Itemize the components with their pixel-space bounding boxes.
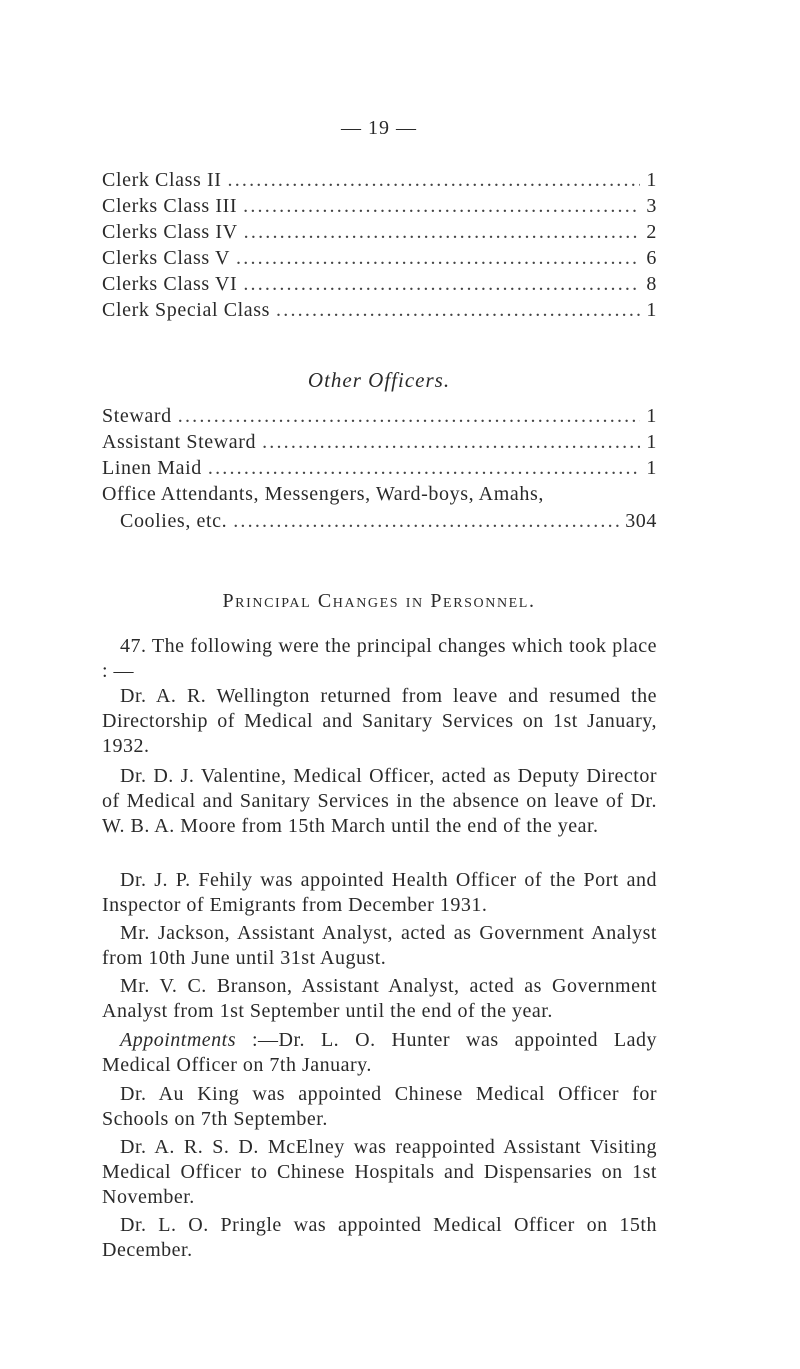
list-item	[102, 271, 657, 297]
appointments-label: Appointments	[120, 1029, 236, 1051]
item-count: 1	[646, 169, 657, 191]
leader-dots	[244, 219, 641, 246]
leader-dots	[178, 403, 641, 430]
list-item	[102, 403, 657, 429]
officers-list	[102, 403, 657, 534]
leader-dots	[228, 167, 641, 194]
item-label: Clerks Class V	[102, 247, 231, 269]
item-count: 1	[646, 405, 657, 427]
item-count: 8	[646, 273, 657, 295]
item-label: Assistant Steward	[102, 431, 257, 453]
leader-dots	[243, 193, 640, 220]
list-item	[102, 193, 657, 219]
other-officers-title: Other Officers.	[307, 368, 451, 392]
paragraph-wellington: Dr. A. R. Wellington returned from leave and resumed the Directorship of Medical and Sanitary Services on 1st January, 1932.	[102, 685, 657, 757]
leader-dots	[243, 271, 640, 298]
paragraph-mcelney: Dr. A. R. S. D. McElney was reappointed Assistant Visiting Medical Officer to Chinese Hospitals and Dispensaries on 1st November.	[102, 1136, 657, 1208]
paragraph-jackson: Mr. Jackson, Assistant Analyst, acted as Government Analyst from 10th June until 31st August.	[102, 922, 657, 969]
item-label: Clerk Special Class	[102, 299, 271, 321]
item-label: Coolies, etc.	[120, 510, 228, 532]
list-item	[102, 297, 657, 323]
page-number: — 19 —	[341, 117, 417, 139]
item-count: 6	[646, 247, 657, 269]
item-label: Steward	[102, 405, 172, 427]
leader-dots	[276, 297, 640, 324]
item-label: Clerks Class IV	[102, 221, 238, 243]
item-label: Clerks Class III	[102, 195, 238, 217]
item-count: 304	[625, 510, 657, 532]
leader-dots	[262, 429, 640, 456]
item-label: Clerk Class II	[102, 169, 222, 191]
office-attendants-line1: Office Attendants, Messengers, Ward-boys, Amahs,	[102, 483, 544, 505]
list-item	[102, 245, 657, 271]
leader-dots	[208, 455, 641, 482]
list-item	[102, 508, 657, 534]
item-count: 1	[646, 457, 657, 479]
item-count: 1	[646, 299, 657, 321]
paragraph-pringle: Dr. L. O. Pringle was appointed Medical Officer on 15th December.	[102, 1214, 657, 1261]
item-count: 1	[646, 431, 657, 453]
leader-dots	[236, 245, 640, 272]
paragraph-branson: Mr. V. C. Branson, Assistant Analyst, acted as Government Analyst from 1st September until the end of the year.	[102, 975, 657, 1022]
item-label: Linen Maid	[102, 457, 202, 479]
paragraph-47: 47. The following were the principal changes which took place : —	[102, 635, 657, 682]
paragraph-hunter	[102, 1028, 657, 1078]
list-item	[102, 167, 657, 193]
list-item	[102, 219, 657, 245]
list-item	[102, 429, 657, 455]
paragraph-auking: Dr. Au King was appointed Chinese Medical Officer for Schools on 7th September.	[102, 1083, 657, 1130]
paragraph-fehily: Dr. J. P. Fehily was appointed Health Officer of the Port and Inspector of Emigrants from December 1931.	[102, 869, 657, 916]
clerks-list	[102, 167, 657, 323]
paragraph-valentine: Dr. D. J. Valentine, Medical Officer, acted as Deputy Director of Medical and Sanitary Services in the absence on leave of Dr. W. B. A. Moore from 15th March until the end of the year.	[102, 765, 657, 837]
item-count: 3	[646, 195, 657, 217]
item-count: 2	[646, 221, 657, 243]
hunter-text: :—Dr. L. O. Hunter was appointed Lady Medical Officer on 7th January.	[102, 1029, 657, 1076]
item-label: Clerks Class VI	[102, 273, 238, 295]
leader-dots	[233, 508, 619, 535]
list-item	[102, 455, 657, 481]
section-heading: Principal Changes in Personnel.	[222, 590, 536, 612]
